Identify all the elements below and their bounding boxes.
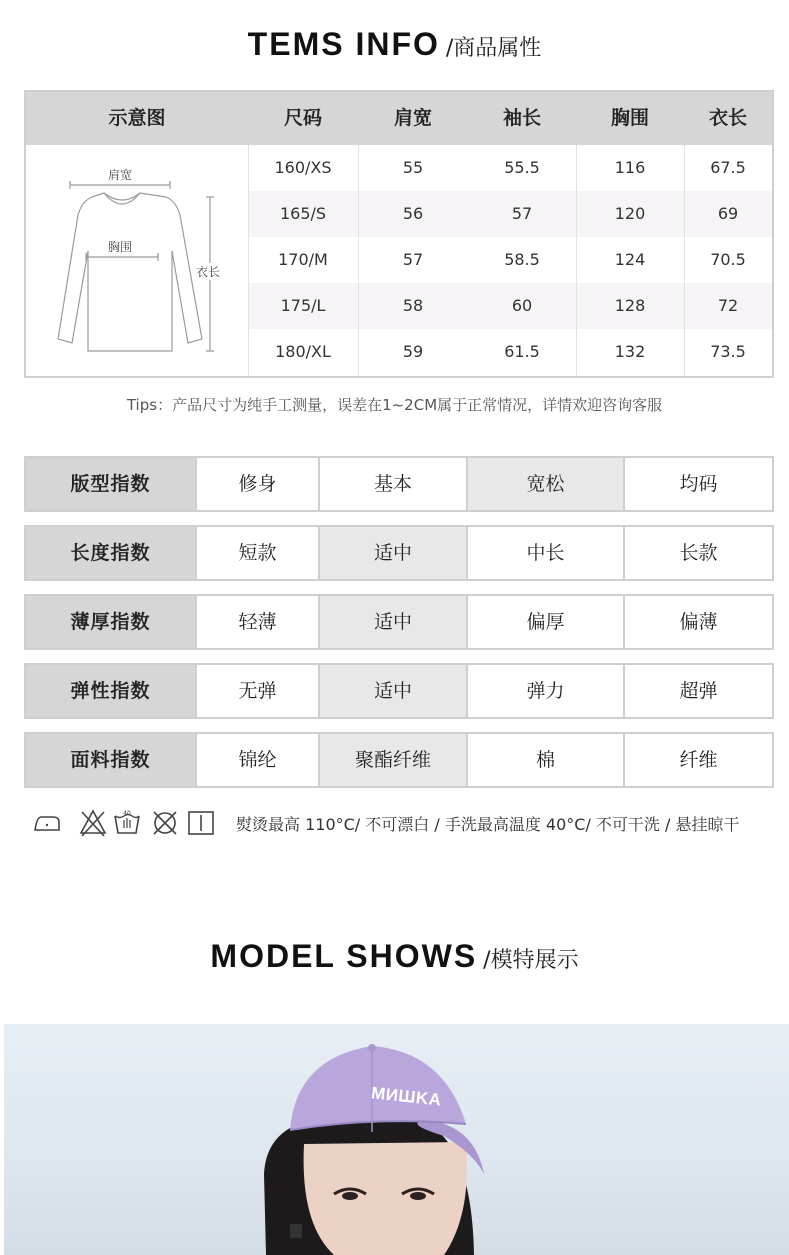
index-option-selected: 聚酯纤维 xyxy=(318,734,466,786)
iron-icon xyxy=(32,806,62,838)
cell-sleeve: 57 xyxy=(511,204,533,223)
model-shows-title-cn: /模特展示 xyxy=(483,948,579,973)
cell-length: 67.5 xyxy=(710,158,746,177)
index-row-thickness xyxy=(24,594,774,650)
header-size: 尺码 xyxy=(283,107,322,129)
header-sleeve: 袖长 xyxy=(502,107,541,129)
index-option: 锦纶 xyxy=(195,734,318,786)
cell-sleeve: 55.5 xyxy=(504,158,540,177)
header-length: 衣长 xyxy=(708,107,747,129)
model-photo xyxy=(4,1024,789,1255)
index-label: 薄厚指数 xyxy=(26,596,195,648)
size-table xyxy=(24,90,774,378)
size-tips: Tips：产品尺寸为纯手工测量，误差在1~2CM属于正常情况，详情欢迎咨询客服 xyxy=(126,396,663,414)
cap-logo: MИШKA xyxy=(370,1083,443,1110)
diagram-label-chest: 胸围 xyxy=(108,240,133,254)
care-text: 熨烫最高 110°C/ 不可漂白 / 手洗最高温度 40°C/ 不可干洗 / 悬挂晾干 xyxy=(236,815,740,834)
index-option: 棉 xyxy=(466,734,623,786)
cell-sleeve: 60 xyxy=(511,296,533,315)
index-option: 弹力 xyxy=(466,665,623,717)
hang-dry-icon xyxy=(186,806,216,838)
diagram-label-shoulder: 肩宽 xyxy=(108,168,133,182)
cell-chest: 120 xyxy=(614,204,646,223)
cell-size: 180/XL xyxy=(275,342,331,361)
cell-size: 175/L xyxy=(280,296,326,315)
cell-sleeve: 58.5 xyxy=(504,250,540,269)
items-info-title-en: TEMS INFO xyxy=(247,26,440,62)
hand-wash-temp-label: 40 xyxy=(123,810,131,817)
cell-length: 69 xyxy=(717,204,739,223)
model-illustration xyxy=(4,1024,789,1255)
index-label: 长度指数 xyxy=(26,527,195,579)
cell-size: 165/S xyxy=(279,204,327,223)
cell-shoulder: 55 xyxy=(402,158,424,177)
cell-length: 73.5 xyxy=(710,342,746,361)
index-option-selected: 适中 xyxy=(318,665,466,717)
cell-sleeve: 61.5 xyxy=(504,342,540,361)
hand-wash-icon xyxy=(112,806,142,838)
sweater-outline-icon xyxy=(26,145,248,376)
index-label: 面料指数 xyxy=(26,734,195,786)
index-option-selected: 宽松 xyxy=(466,458,623,510)
header-diagram: 示意图 xyxy=(108,107,166,129)
cell-shoulder: 59 xyxy=(402,342,424,361)
cell-chest: 116 xyxy=(614,158,646,177)
diagram-label-length: 衣长 xyxy=(196,265,221,279)
index-option: 偏厚 xyxy=(466,596,623,648)
index-option: 修身 xyxy=(195,458,318,510)
index-row-length xyxy=(24,525,774,581)
model-shows-title xyxy=(0,938,789,975)
index-option: 纤维 xyxy=(623,734,772,786)
header-chest: 胸围 xyxy=(610,107,649,129)
care-instructions xyxy=(30,806,770,840)
no-dry-clean-icon xyxy=(150,806,180,838)
model-shows-title-en: MODEL SHOWS xyxy=(210,938,478,974)
index-row-elasticity xyxy=(24,663,774,719)
cell-shoulder: 58 xyxy=(402,296,424,315)
index-option-selected: 适中 xyxy=(318,596,466,648)
index-option: 超弹 xyxy=(623,665,772,717)
cell-shoulder: 57 xyxy=(402,250,424,269)
index-option: 中长 xyxy=(466,527,623,579)
index-option: 基本 xyxy=(318,458,466,510)
cell-size: 170/M xyxy=(278,250,328,269)
cell-chest: 128 xyxy=(614,296,646,315)
index-option: 无弹 xyxy=(195,665,318,717)
index-option: 长款 xyxy=(623,527,772,579)
index-option: 均码 xyxy=(623,458,772,510)
cell-chest: 132 xyxy=(614,342,646,361)
index-option: 轻薄 xyxy=(195,596,318,648)
index-option: 偏薄 xyxy=(623,596,772,648)
index-label: 弹性指数 xyxy=(26,665,195,717)
cell-length: 70.5 xyxy=(710,250,746,269)
no-bleach-icon xyxy=(78,806,108,838)
index-option: 短款 xyxy=(195,527,318,579)
cell-shoulder: 56 xyxy=(402,204,424,223)
cell-size: 160/XS xyxy=(274,158,332,177)
size-table-header xyxy=(26,92,772,145)
index-label: 版型指数 xyxy=(26,458,195,510)
garment-diagram xyxy=(26,145,248,376)
cell-length: 72 xyxy=(717,296,739,315)
index-row-fit xyxy=(24,456,774,512)
index-row-fabric xyxy=(24,732,774,788)
index-option-selected: 适中 xyxy=(318,527,466,579)
header-shoulder: 肩宽 xyxy=(393,107,432,129)
cell-chest: 124 xyxy=(614,250,646,269)
items-info-title xyxy=(0,26,789,63)
items-info-title-cn: /商品属性 xyxy=(445,36,542,61)
